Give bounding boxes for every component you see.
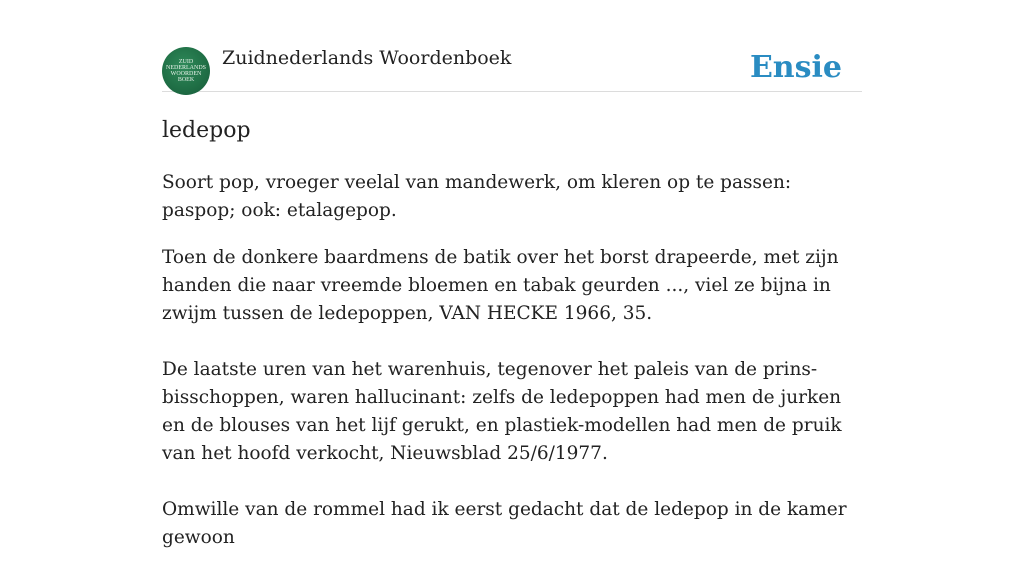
logo-text-line: ZUID	[178, 59, 194, 65]
source-title[interactable]: Zuidnederlands Woordenboek	[222, 47, 512, 69]
entry-title: ledepop	[162, 118, 251, 143]
dictionary-logo[interactable]	[162, 47, 210, 95]
header	[162, 0, 862, 92]
quotation: Toen de donkere baardmens de batik over het borst drapeerde, met zijn handen die naar vreemde bloemen en tabak geurden ..., viel ze bijna in zwijm tussen de ledepoppen, VAN HECKE 1966, 35.	[162, 247, 839, 324]
logo-text-line: WOORDEN	[170, 71, 202, 77]
logo-text-line: NEDERLANDS	[166, 65, 206, 71]
page-content	[162, 0, 862, 548]
quotation: De laatste uren van het warenhuis, tegenover het paleis van de prins-bisschoppen, waren hallucinant: zelfs de ledepoppen had men de jurken en de blouses van het lijf gerukt, en plastiek-modellen had men de pruik van het hoofd verkocht, Nieuwsblad 25/6/1977.	[162, 359, 842, 464]
quotation: Omwille van de rommel had ik eerst gedacht dat de ledepop in de kamer gewoon	[162, 499, 847, 548]
quotation-list	[162, 244, 862, 580]
entry-definition: Soort pop, vroeger veelal van mandewerk, om kleren op te passen: paspop; ook: etalagepop.	[162, 172, 792, 221]
logo-text-line: BOEK	[177, 77, 195, 83]
ensie-brand-link[interactable]: Ensie	[749, 50, 842, 85]
